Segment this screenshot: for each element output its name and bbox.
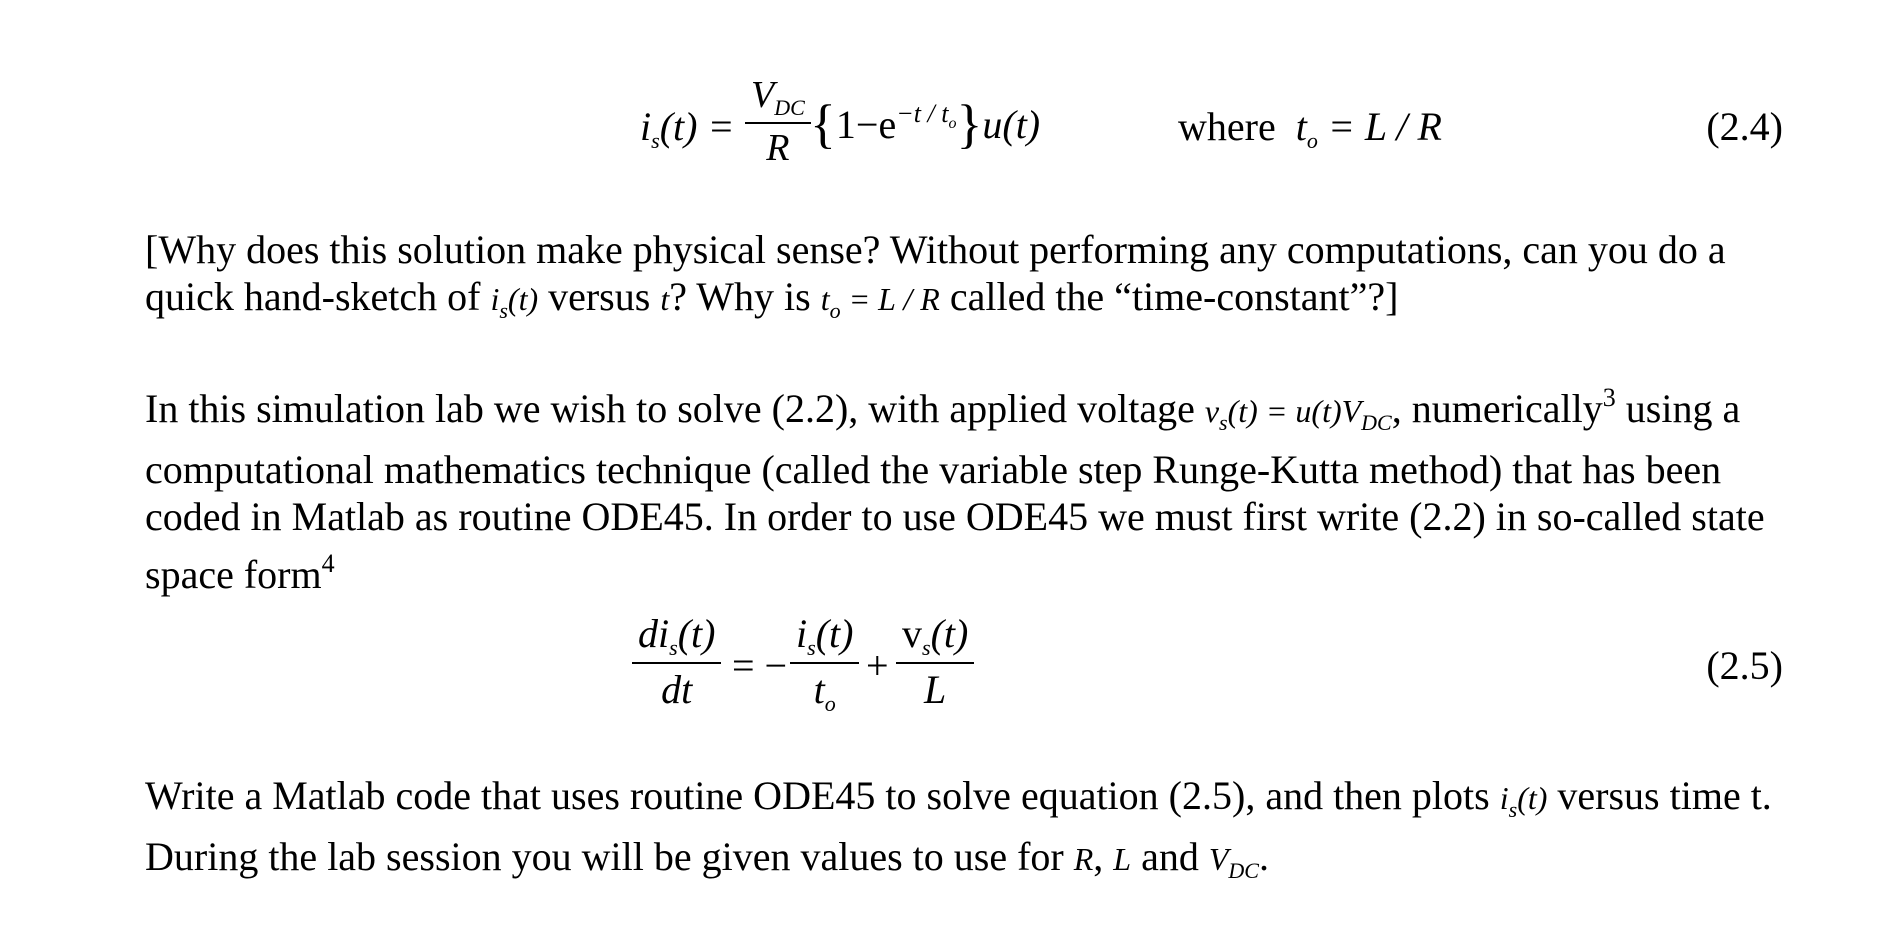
paragraph-matlab-code [145,772,1825,894]
is-inline-2: $i_s(t)$ [1499,780,1548,822]
eq-2-4-lhs: $i_s(t)$ = [640,104,735,153]
para3-line1: Write a Matlab code that uses routine ODE45 to solve equation (2.5), and then plots $i_s(t)$ versus time t. [145,773,1772,822]
eq-2-5-term2-fraction: $\frac{v_s(t)}{L}$ [896,612,974,712]
para1-line2: quick hand-sketch of $i_s(t)$ versus t? Why is $t_o = L / R$ called the “time-constant”?] [145,274,1399,323]
footnote-3: 3 [1602,383,1616,412]
eq-2-4-fraction [745,75,811,170]
eq-2-4-numerator: $V_{DC}$ [745,75,811,124]
paragraph-simulation-lab [145,374,1825,598]
eq-2-4-where: where $t_o = L / R$ [1178,104,1442,153]
eq-2-5-equals: = − [732,643,788,688]
vs-inline: $v_s(t) = u(t)V_{DC}$ [1204,393,1392,435]
eq-2-5-lhs-fraction: $di_s(t)$ dt [632,612,721,712]
to-inline: $t_o = L / R$ [820,281,940,323]
eq-2-5-term1-fraction: $\frac{i_s(t)}{t_o}$ [790,612,859,716]
para2-line4: space form$^4$ [145,549,335,597]
paragraph-physical-sense [145,226,1825,334]
footnote-4: 4 [321,549,335,578]
eq-2-4-denominator: R [766,127,790,170]
eq-2-4-brace-expr: $\{1-e^{-t / t_o}\}u(t)$ [810,94,1041,154]
eq-2-4-exponent: −t / to [896,99,957,133]
para1-line1: [Why does this solution make physical sense? Without performing any computations, can you do a [145,227,1726,272]
para2-line2: computational mathematics technique (called the variable step Runge-Kutta method) that has been [145,447,1722,492]
para2-line3: coded in Matlab as routine ODE45. In order to use ODE45 we must first write (2.2) in so-called state [145,494,1765,539]
vdc-inline: $V_{DC}$ [1208,841,1259,883]
equation-number-2-4: (2.4) [1706,104,1783,149]
is-inline: $i_s(t)$ [490,281,539,323]
equation-number-2-5: (2.5) [1706,643,1783,688]
para3-line2: During the lab session you will be given values to use for R, L and $V_{DC}$. [145,834,1269,883]
eq-2-5-plus: + [866,643,889,688]
para2-line1: In this simulation lab we wish to solve (2.2), with applied voltage $v_s(t) = u(t)V_{DC}$, numerically$^3$ using a [145,383,1741,435]
